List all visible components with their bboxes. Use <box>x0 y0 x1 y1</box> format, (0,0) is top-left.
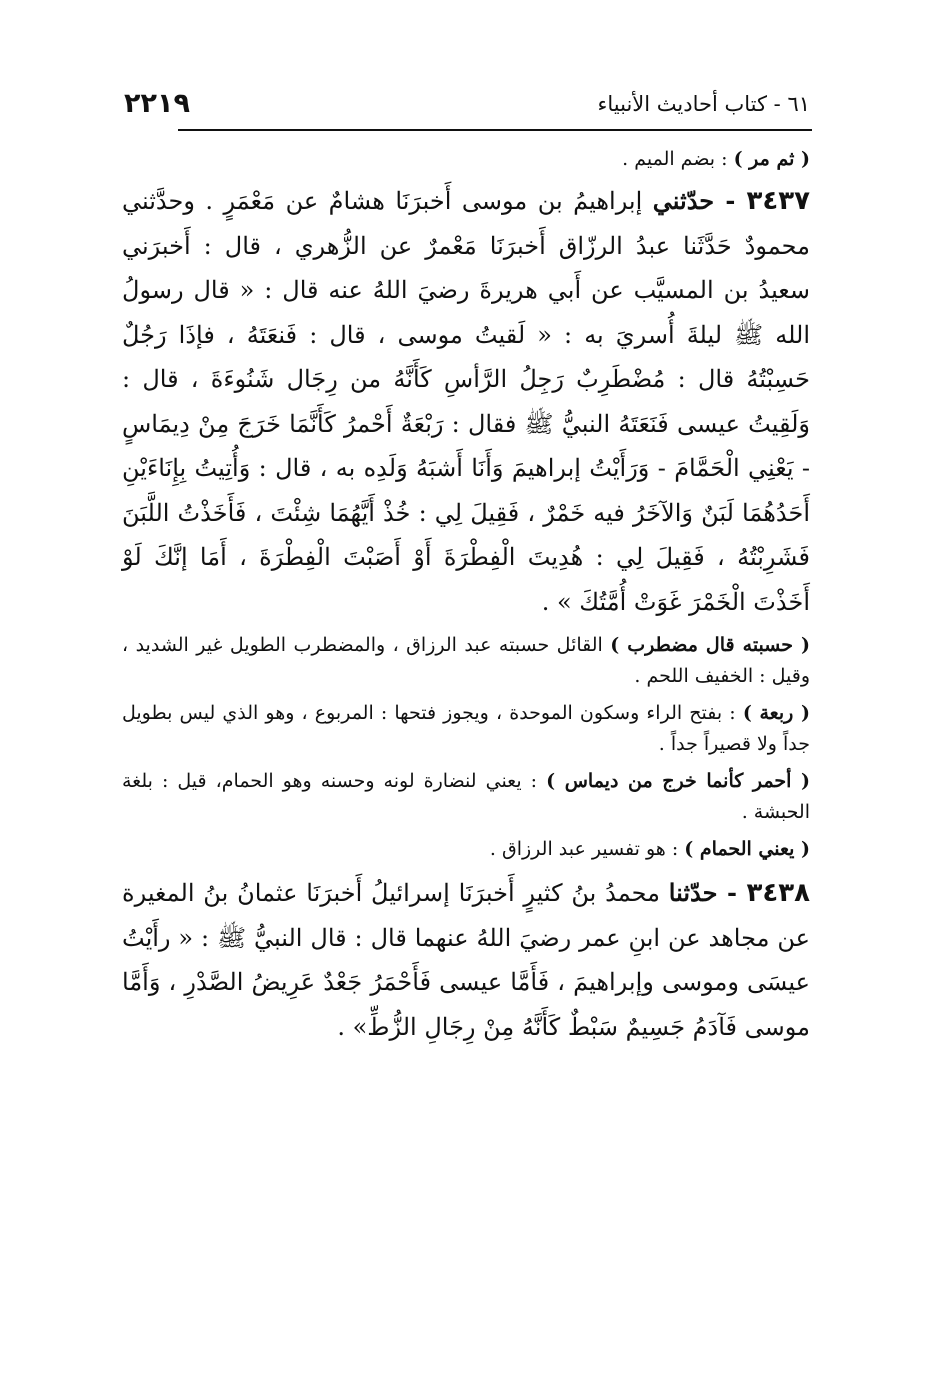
hadith-text: إبراهيمُ بن موسى أَخبرَنَا هشامٌ عن مَعْمَرٍ . وحدَّثني محمودٌ حَدَّثَنا عبدُ الرزّاق أَخبرَنَا مَعْمرٌ عن الزُّهري ، قال : أَخبرَني سعيدُ بن المسيَّب عن أَبي هريرةَ رضيَ اللهُ عنه قال : « قال رسولُ الله ﷺ ليلةَ أُسريَ به : « لَقيتُ موسى ، قال : فَنعَتَهُ ، فإذَا رَجُلٌ حَسِبْتُهُ قال : مُضْطَرِبٌ رَجِلُ الرَّأسِ كَأَنَّهُ من رِجَال شَنُوءَةَ ، قال : وَلَقِيتُ عيسى فَنَعَتَهُ النبيُّ ﷺ فقال : رَبْعَةٌ أَحْمرُ كَأَنَّمَا خَرَجَ مِنْ دِيمَاسٍ - يَعْنِي الْحَمَّامَ - وَرَأَيْتُ إبراهيمَ وَأَنَا أَشبَهُ وَلَدِه به ، قال : وَأُتِيتُ بِإِنَاءَيْنِ أَحَدُهُمَا لَبَنٌ وَالآخَرُ فيه خَمْرٌ ، فَقِيلَ لِي : خُذْ أَيَّهُمَا شِئْتَ ، فَأَخَذْتُ اللَّبَنَ فَشَرِبْتُهُ ، فَقِيلَ لِي : هُدِيتَ الْفِطْرَةَ أَوْ أَصَبْتَ الْفِطْرَةَ ، أَمَا إنَّكَ لَوْ أَخَذْتَ الْخَمْرَ غَوَتْ أُمَّتُكَ » . <box>122 187 811 616</box>
note-thumma-marra <box>122 144 810 175</box>
page-body <box>122 144 810 1055</box>
hadith-number: ٣٤٣٧ <box>746 186 810 216</box>
note-text: القائل حسبته عبد الرزاق ، والمضطرب الطويل غير الشديد ، وقيل : الخفيف اللحم . <box>122 634 810 687</box>
note-term: ( أحمر كأنما خرج من ديماس ) <box>546 770 810 792</box>
note-term: ( حسبته قال مضطرب ) <box>610 634 811 656</box>
hadith-opening: - حدّثني <box>652 186 747 215</box>
chapter-title: ٦١ - كتاب أحاديث الأنبياء <box>597 92 810 116</box>
hadith-number: ٣٤٣٨ <box>746 878 810 908</box>
note-text: : بفتح الراء وسكون الموحدة ، ويجوز فتحها : المربوع ، وهو الذي ليس بطويل جداً ولا قصيراً جداً . <box>122 702 810 755</box>
note-term: ( ربعة ) <box>742 702 811 724</box>
note-term: ( ثم مر ) <box>733 148 810 170</box>
header-divider <box>178 129 812 131</box>
hadith-opening: - حدّثنا <box>668 878 747 907</box>
hadith-3437 <box>122 179 810 624</box>
note-yani-alhammam <box>122 834 810 865</box>
note-hasibtuhu <box>122 630 810 692</box>
note-text: : هو تفسير عبد الرزاق . <box>489 838 685 860</box>
note-text: : بضم الميم . <box>622 148 734 170</box>
note-term: ( يعني الحمام ) <box>684 838 810 860</box>
note-text: : يعني لنضارة لونه وحسنه وهو الحمام، قيل : بلغة الحبشة . <box>122 770 810 823</box>
note-ahmar <box>122 766 810 828</box>
note-rabah <box>122 698 810 760</box>
running-header <box>118 86 810 126</box>
hadith-3438 <box>122 871 810 1049</box>
hadith-text: محمدُ بنُ كثيرٍ أَخبرَنَا إسرائيلُ أَخبرَنَا عثمانُ بنُ المغيرة عن مجاهد عن ابنِ عمر رضيَ اللهُ عنهما قال : قال النبيُّ ﷺ : « رأَيْتُ عيسَى وموسى وإبراهيمَ ، فَأَمَّا عيسى فَأَحْمَرُ جَعْدٌ عَرِيضُ الصَّدْرِ ، وَأَمَّا موسى فَآدَمُ جَسِيمٌ سَبْطٌ كَأَنَّهُ مِنْ رِجَالِ الزُّطِّ» . <box>122 879 810 1041</box>
page-number: ٢٢١٩ <box>124 88 190 119</box>
